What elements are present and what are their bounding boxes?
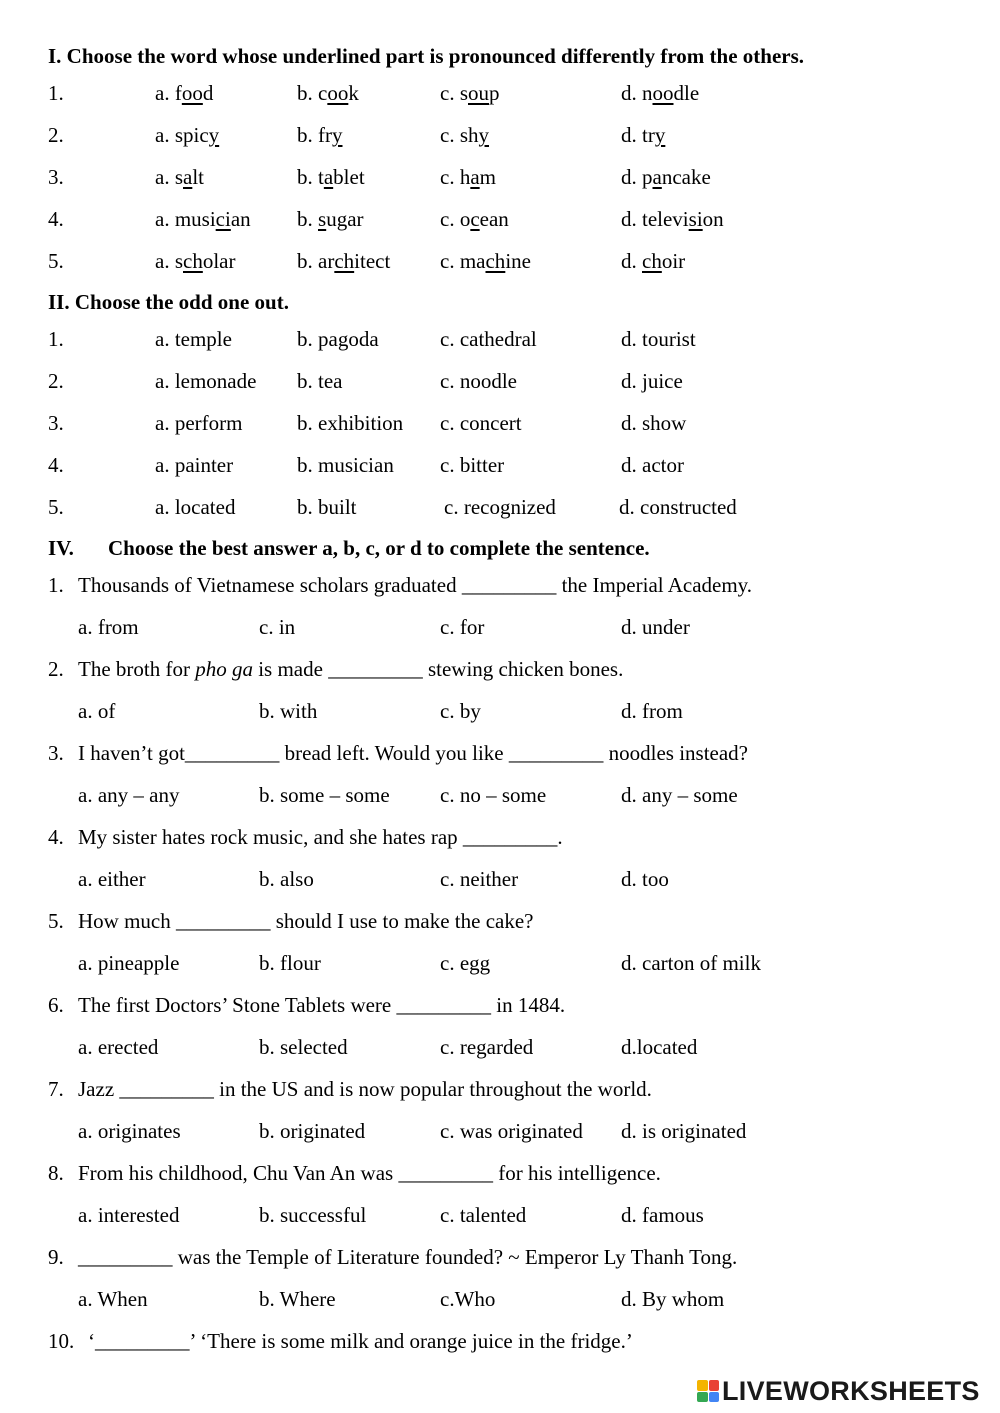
option: a. located (155, 495, 236, 519)
option: b. tea (297, 369, 343, 393)
option: c. cathedral (440, 327, 537, 351)
underlined-part: oo (327, 81, 349, 105)
liveworksheets-logo-icon (697, 1380, 719, 1402)
answer-option: b. Where (259, 1287, 336, 1311)
underlined-part: ch (334, 249, 355, 273)
option: c. recognized (444, 495, 556, 519)
answer-option: a. interested (78, 1203, 180, 1227)
answer-option: b. also (259, 867, 314, 891)
answer-option: d. famous (621, 1203, 704, 1227)
section-2-heading: II. Choose the odd one out. (48, 290, 289, 314)
option: c. ocean (440, 207, 509, 231)
underlined-part: ch (485, 249, 506, 273)
answer-option: b. successful (259, 1203, 367, 1227)
item-number: 3. (48, 165, 64, 189)
question-stem: I haven’t got_________ bread left. Would you like _________ noodles instead? (78, 741, 749, 765)
question-number: 3. (48, 741, 64, 765)
answer-option: a. from (78, 615, 139, 639)
question-stem: _________ was the Temple of Literature founded? ~ Emperor Ly Thanh Tong. (78, 1245, 738, 1269)
item-number: 5. (48, 495, 64, 519)
item-number: 5. (48, 249, 64, 273)
option: d. actor (621, 453, 684, 477)
liveworksheets-logo (697, 1375, 980, 1407)
option: b. sugar (297, 207, 364, 231)
underlined-part: oo (652, 81, 674, 105)
answer-option: d. any – some (621, 783, 738, 807)
answer-option: a. either (78, 867, 146, 891)
item-number: 3. (48, 411, 64, 435)
option: b. exhibition (297, 411, 404, 435)
answer-option: a. pineapple (78, 951, 180, 975)
answer-option: c. was originated (440, 1119, 583, 1143)
answer-option: a. erected (78, 1035, 159, 1059)
option: a. scholar (155, 249, 236, 273)
underlined-part: ou (468, 81, 489, 105)
underlined-part: oo (181, 81, 203, 105)
option: b. musician (297, 453, 394, 477)
answer-option: a. When (78, 1287, 148, 1311)
item-number: 1. (48, 81, 64, 105)
section-4-heading (48, 533, 650, 563)
underlined-part: si (688, 207, 703, 231)
option: b. fry (297, 123, 343, 147)
answer-option: c.Who (440, 1287, 496, 1311)
question-number: 6. (48, 993, 64, 1017)
option: c. bitter (440, 453, 505, 477)
underlined-part: y (654, 123, 666, 147)
underlined-part: y (478, 123, 489, 147)
option: d. pancake (621, 165, 711, 189)
option: d. television (621, 207, 724, 231)
answer-option: d. By whom (621, 1287, 725, 1311)
option: b. tablet (297, 165, 365, 189)
option: d. constructed (619, 495, 737, 519)
option: b. cook (297, 81, 359, 105)
option: b. built (297, 495, 357, 519)
question-number: 2. (48, 657, 64, 681)
answer-option: b. some – some (259, 783, 390, 807)
option: a. musician (155, 207, 251, 231)
answer-option: a. originates (78, 1119, 181, 1143)
underlined-part: ch (642, 249, 662, 273)
option: a. food (155, 81, 214, 105)
question-stem: The broth for pho ga is made _________ stewing chicken bones. (78, 657, 624, 681)
section-4-title: Choose the best answer a, b, c, or d to complete the sentence. (108, 536, 650, 560)
question-number: 5. (48, 909, 64, 933)
answer-option: d. under (621, 615, 690, 639)
option: a. lemonade (155, 369, 257, 393)
answer-option: c. neither (440, 867, 519, 891)
question-number: 4. (48, 825, 64, 849)
underlined-part: a (470, 165, 480, 189)
item-number: 1. (48, 327, 64, 351)
logo-text: LIVEWORKSHEETS (722, 1375, 980, 1406)
question-stem: Jazz _________ in the US and is now popular throughout the world. (78, 1077, 652, 1101)
underlined-part: c (470, 207, 480, 231)
question-stem: Thousands of Vietnamese scholars graduated _________ the Imperial Academy. (78, 573, 753, 597)
question-stem: My sister hates rock music, and she hates rap _________. (78, 825, 563, 849)
answer-option: b. selected (259, 1035, 348, 1059)
underlined-part: a (652, 165, 662, 189)
question-stem: How much _________ should I use to make the cake? (78, 909, 534, 933)
question-number: 8. (48, 1161, 64, 1185)
option: c. machine (440, 249, 531, 273)
item-number: 4. (48, 453, 64, 477)
option: b. architect (297, 249, 391, 273)
underlined-part: ci (215, 207, 231, 231)
option: d. tourist (621, 327, 696, 351)
question-number: 7. (48, 1077, 64, 1101)
question-number: 10. (48, 1329, 75, 1353)
answer-option: b. flour (259, 951, 321, 975)
option: d. show (621, 411, 687, 435)
item-number: 2. (48, 123, 64, 147)
option: c. soup (440, 81, 500, 105)
underlined-part: s (318, 207, 327, 231)
underlined-part: y (332, 123, 343, 147)
answer-option: c. for (440, 615, 485, 639)
question-stem: From his childhood, Chu Van An was _________ for his intelligence. (78, 1161, 661, 1185)
answer-option: c. regarded (440, 1035, 534, 1059)
option: a. salt (155, 165, 204, 189)
question-number: 1. (48, 573, 64, 597)
answer-option: d. too (621, 867, 669, 891)
underlined-part: a (183, 165, 193, 189)
answer-option: c. in (259, 615, 296, 639)
question-stem: ‘_________’ ‘There is some milk and orange juice in the fridge.’ (88, 1329, 633, 1353)
option: b. pagoda (297, 327, 379, 351)
answer-option: d.located (621, 1035, 698, 1059)
option: d. juice (621, 369, 683, 393)
answer-option: a. of (78, 699, 116, 723)
italic-term: pho ga (195, 657, 253, 681)
section-4-number: IV. (48, 536, 74, 560)
option: a. perform (155, 411, 243, 435)
option: c. shy (440, 123, 489, 147)
answer-option: d. carton of milk (621, 951, 761, 975)
option: a. temple (155, 327, 232, 351)
underlined-part: y (208, 123, 220, 147)
option: a. painter (155, 453, 234, 477)
underlined-part: a (323, 165, 334, 189)
option: a. spicy (155, 123, 220, 147)
answer-option: b. originated (259, 1119, 366, 1143)
option: c. concert (440, 411, 522, 435)
option: d. choir (621, 249, 686, 273)
question-stem: The first Doctors’ Stone Tablets were _________ in 1484. (78, 993, 566, 1017)
option: c. noodle (440, 369, 517, 393)
option: d. try (621, 123, 666, 147)
option: d. noodle (621, 81, 700, 105)
option: c. ham (440, 165, 496, 189)
answer-option: c. no – some (440, 783, 547, 807)
answer-option: b. with (259, 699, 318, 723)
answer-option: c. egg (440, 951, 491, 975)
item-number: 2. (48, 369, 64, 393)
question-number: 9. (48, 1245, 64, 1269)
underlined-part: ch (183, 249, 203, 273)
answer-option: d. is originated (621, 1119, 747, 1143)
answer-option: a. any – any (78, 783, 180, 807)
answer-option: c. by (440, 699, 481, 723)
section-1-heading: I. Choose the word whose underlined part is pronounced differently from the others. (48, 44, 805, 68)
item-number: 4. (48, 207, 64, 231)
answer-option: d. from (621, 699, 683, 723)
answer-option: c. talented (440, 1203, 527, 1227)
